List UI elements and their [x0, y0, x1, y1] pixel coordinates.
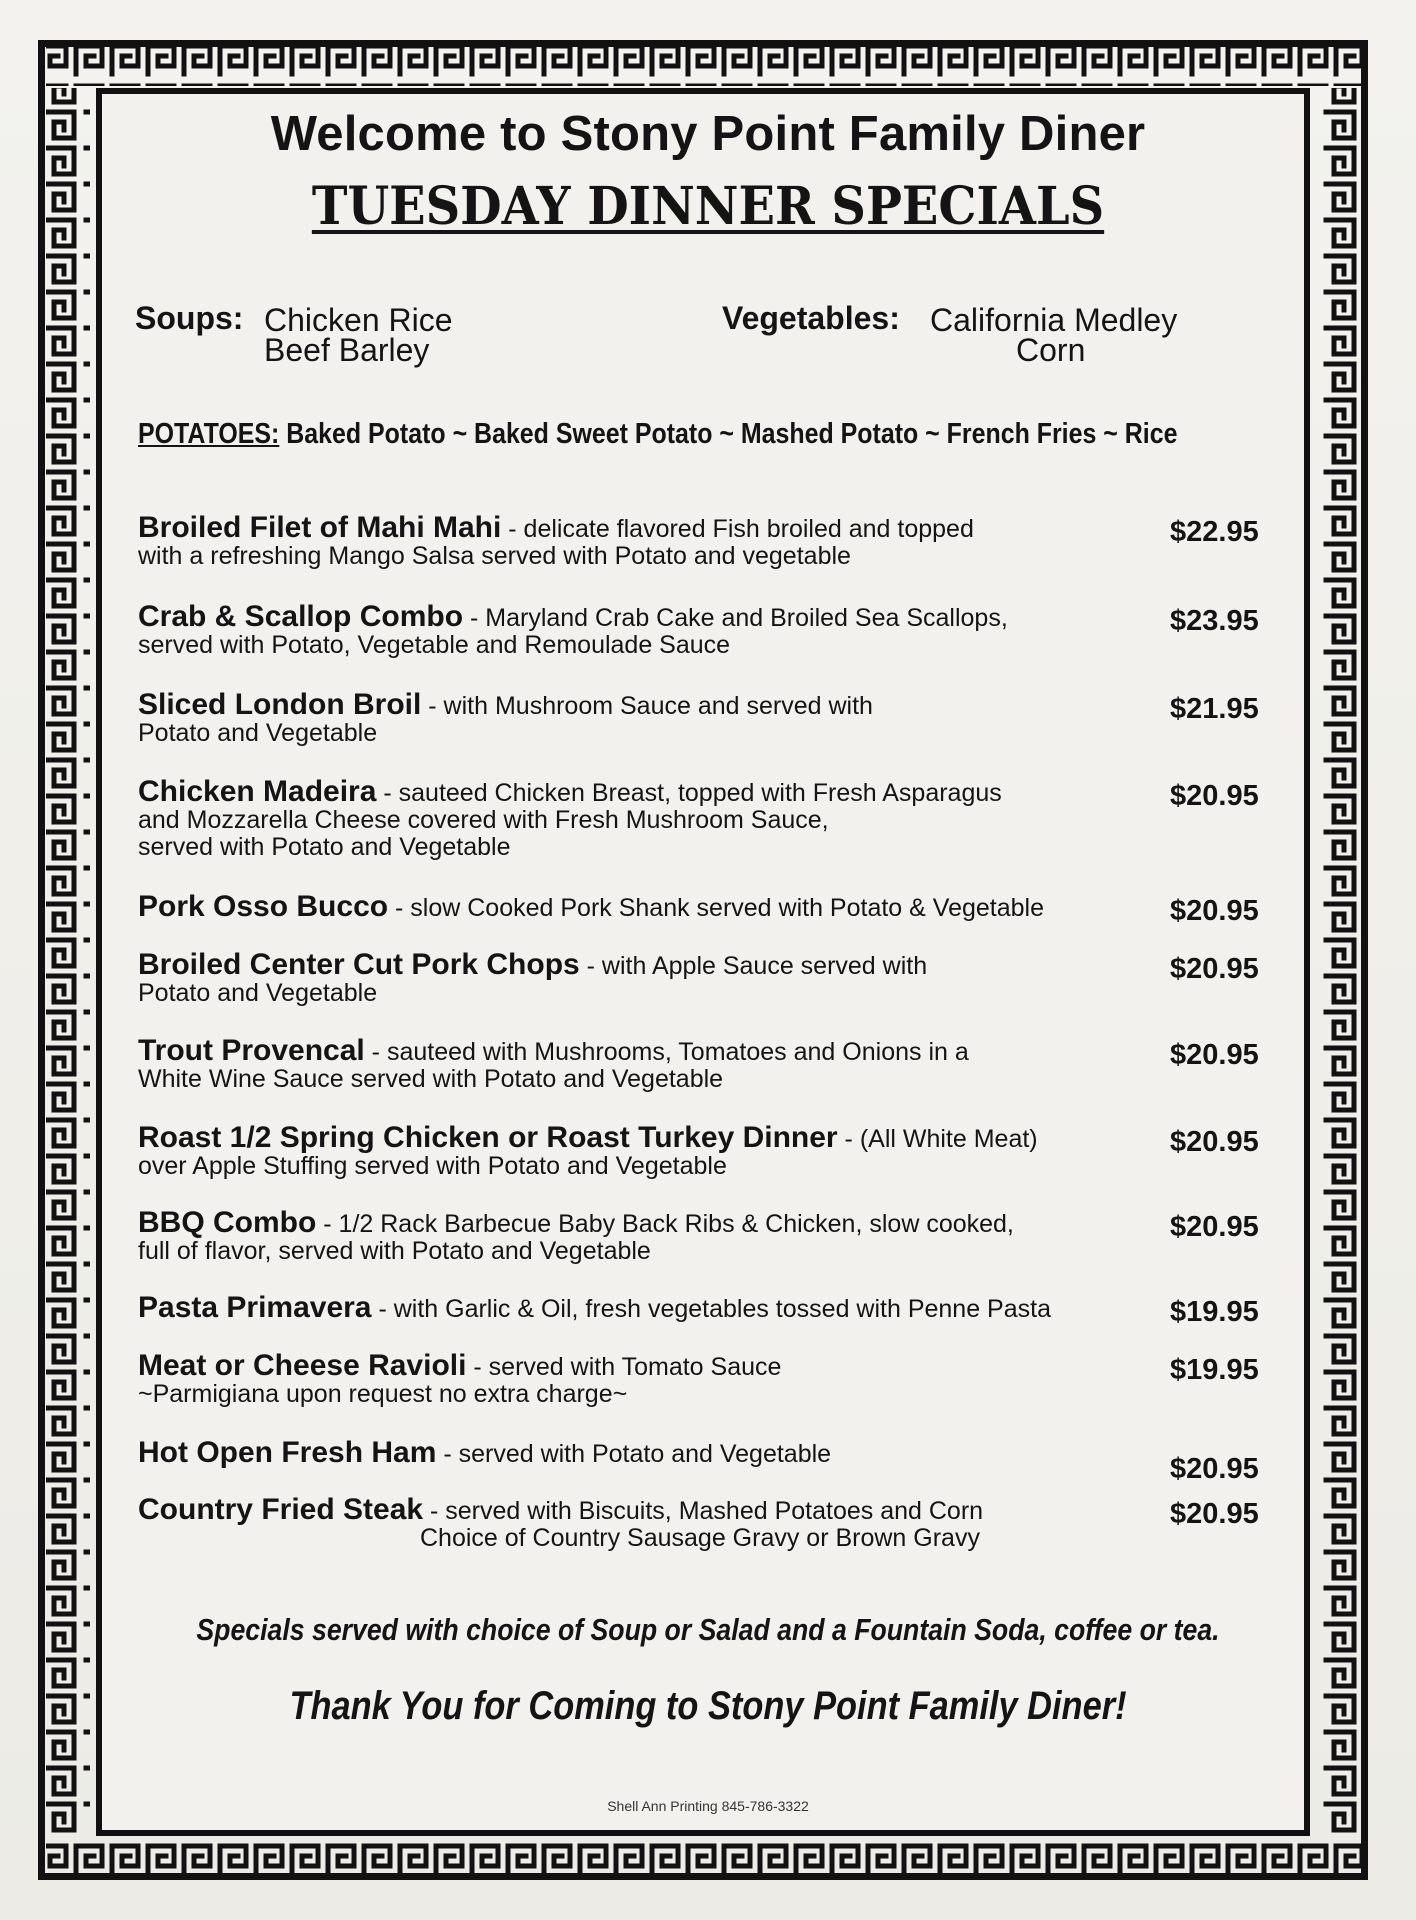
menu-item-name: Hot Open Fresh Ham [138, 1436, 437, 1469]
menu-item-price: $20.95 [1170, 780, 1259, 812]
menu-item-name: Crab & Scallop Combo [138, 600, 464, 633]
menu-item-name: Chicken Madeira [138, 775, 377, 808]
menu-item-description-line: full of flavor, served with Potato and Vegetable [138, 1237, 651, 1265]
menu-item-description-line: Potato and Vegetable [138, 719, 378, 747]
menu-item-description: - Maryland Crab Cake and Broiled Sea Scallops, [463, 604, 1008, 632]
menu-item-first-line [138, 600, 1148, 633]
menu-item [138, 1493, 1148, 1552]
specials-title: TUESDAY DINNER SPECIALS [311, 176, 1105, 237]
welcome-heading: Welcome to Stony Point Family Diner [270, 107, 1146, 161]
menu-item-price: $20.95 [1170, 953, 1259, 985]
vegetables-label: Vegetables: [722, 300, 900, 336]
menu-item [138, 1034, 1148, 1093]
menu-item-first-line [138, 1034, 1148, 1067]
vegetable-item: California Medley [930, 302, 1178, 338]
potatoes-options: Baked Potato ~ Baked Sweet Potato ~ Mashed Potato ~ French Fries ~ Rice [279, 418, 1178, 450]
soups-label: Soups: [135, 300, 244, 336]
menu-item-price: $21.95 [1170, 693, 1259, 725]
menu-item-description-line: Choice of Country Sausage Gravy or Brown Gravy [420, 1524, 980, 1552]
menu-item-description: - (All White Meat) [837, 1125, 1038, 1153]
menu-item-name: Trout Provencal [138, 1034, 365, 1067]
menu-item-description-line: ~Parmigiana upon request no extra charge~ [138, 1380, 628, 1408]
menu-item [138, 775, 1148, 861]
menu-item-price: $20.95 [1170, 895, 1259, 927]
menu-item-price: $22.95 [1170, 516, 1259, 548]
menu-item-description: - sauteed Chicken Breast, topped with Fresh Asparagus [376, 779, 1002, 807]
menu-item-price: $20.95 [1170, 1039, 1259, 1071]
soup-item: Chicken Rice [264, 302, 453, 338]
menu-item-first-line [138, 688, 1148, 721]
potatoes-label: POTATOES: [138, 418, 280, 450]
menu-item-first-line [138, 1436, 1148, 1469]
menu-item-first-line [138, 1493, 1148, 1526]
menu-item-first-line [138, 1349, 1148, 1382]
menu-item-name: Pork Osso Bucco [138, 890, 389, 923]
menu-item-description: - with Mushroom Sauce and served with [421, 692, 873, 720]
menu-item-description: - 1/2 Rack Barbecue Baby Back Ribs & Chicken, slow cooked, [316, 1210, 1014, 1238]
menu-item-name: Sliced London Broil [138, 688, 422, 721]
potatoes-line [138, 418, 1177, 451]
menu-item-description: - served with Biscuits, Mashed Potatoes and Corn [423, 1497, 984, 1525]
menu-item-price: $20.95 [1170, 1453, 1259, 1485]
menu-item-description-line: and Mozzarella Cheese covered with Fresh Mushroom Sauce, [138, 806, 829, 834]
menu-item-description: - with Garlic & Oil, fresh vegetables tossed with Penne Pasta [371, 1295, 1051, 1323]
menu-item-name: BBQ Combo [138, 1206, 317, 1239]
menu-item-price: $19.95 [1170, 1296, 1259, 1328]
menu-item-name: Broiled Filet of Mahi Mahi [138, 511, 502, 544]
menu-item-first-line [138, 1121, 1148, 1154]
menu-item-first-line [138, 1291, 1148, 1324]
menu-item [138, 600, 1148, 659]
menu-item-name: Meat or Cheese Ravioli [138, 1349, 467, 1382]
menu-item [138, 890, 1148, 923]
menu-item-description: - served with Potato and Vegetable [436, 1440, 832, 1468]
menu-item-price: $20.95 [1170, 1126, 1259, 1158]
menu-item-first-line [138, 1206, 1148, 1239]
menu-item-name: Pasta Primavera [138, 1291, 372, 1324]
menu-item-description: - with Apple Sauce served with [579, 952, 928, 980]
menu-item [138, 511, 1148, 570]
soup-item: Beef Barley [264, 332, 430, 368]
menu-item-description: - slow Cooked Pork Shank served with Potato & Vegetable [388, 894, 1044, 922]
menu-item-price: $20.95 [1170, 1498, 1259, 1530]
menu-item-price: $23.95 [1170, 605, 1259, 637]
menu-item-description-line: Potato and Vegetable [138, 979, 378, 1007]
menu-item [138, 1121, 1148, 1180]
menu-item-price: $20.95 [1170, 1211, 1259, 1243]
menu-item-first-line [138, 890, 1148, 923]
menu-item [138, 1436, 1148, 1469]
menu-item-name: Broiled Center Cut Pork Chops [138, 948, 580, 981]
vegetable-item: Corn [1016, 332, 1086, 368]
menu-item [138, 1291, 1148, 1324]
menu-item-description: - sauteed with Mushrooms, Tomatoes and Onions in a [364, 1038, 969, 1066]
thank-you-note: Thank You for Coming to Stony Point Family Diner! [289, 1684, 1127, 1728]
menu-item-first-line [138, 511, 1148, 544]
menu-item-price: $19.95 [1170, 1354, 1259, 1386]
menu-item-name: Country Fried Steak [138, 1493, 424, 1526]
menu-item-name: Roast 1/2 Spring Chicken or Roast Turkey Dinner [138, 1121, 838, 1154]
menu-item-description: - delicate flavored Fish broiled and topped [501, 515, 974, 543]
menu-item [138, 1206, 1148, 1265]
menu-item-first-line [138, 775, 1148, 808]
menu-item [138, 1349, 1148, 1408]
menu-item [138, 688, 1148, 747]
menu-item-description-line: served with Potato, Vegetable and Remoulade Sauce [138, 631, 731, 659]
menu-item-description-line: over Apple Stuffing served with Potato and Vegetable [138, 1152, 727, 1180]
menu-item-description-line: served with Potato and Vegetable [138, 833, 511, 861]
menu-item-description-line: White Wine Sauce served with Potato and Vegetable [138, 1065, 724, 1093]
menu-item-first-line [138, 948, 1148, 981]
menu-item-description: - served with Tomato Sauce [466, 1353, 782, 1381]
menu-item-description-line: with a refreshing Mango Salsa served with Potato and vegetable [138, 542, 851, 570]
specials-note: Specials served with choice of Soup or Salad and a Fountain Soda, coffee or tea. [196, 1612, 1220, 1647]
printer-credit: Shell Ann Printing 845-786-3322 [607, 1798, 809, 1814]
menu-item [138, 948, 1148, 1007]
